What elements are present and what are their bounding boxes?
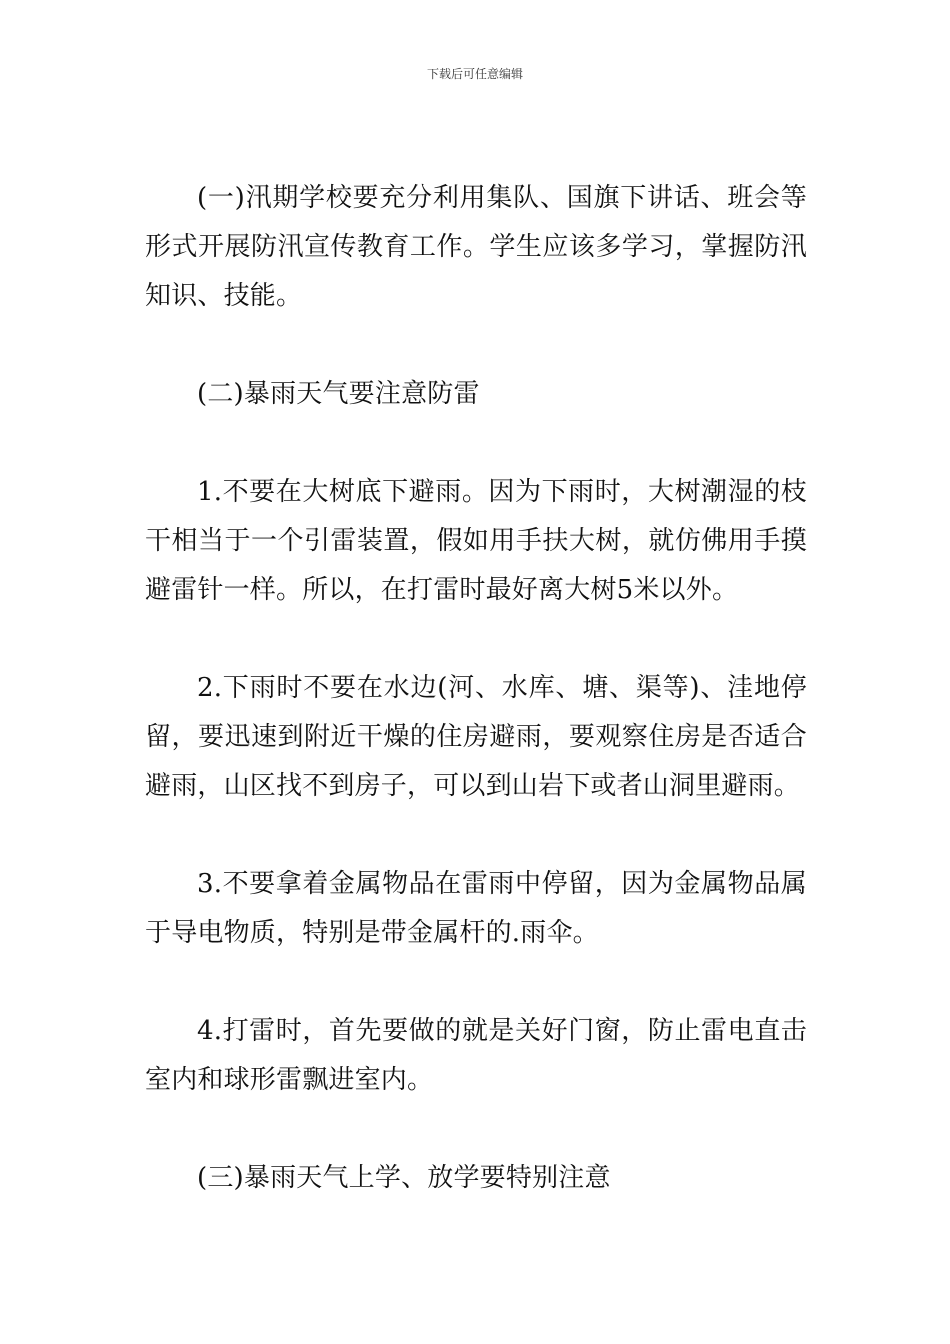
document-body [145,174,807,1203]
paragraph-gap [145,811,807,860]
paragraph-gap [145,321,807,370]
paragraph-flood-education: (一)汛期学校要充分利用集队、国旗下讲话、班会等形式开展防汛宣传教育工作。学生应该多学习，掌握防汛知识、技能。 [145,183,807,311]
paragraph-water-side: 2.下雨时不要在水边(河、水库、塘、渠等)、洼地停留，要迅速到附近干燥的住房避雨，要观察住房是否适合避雨，山区找不到房子，可以到山岩下或者山洞里避雨。 [145,673,807,801]
paragraph-close-windows: 4.打雷时，首先要做的就是关好门窗，防止雷电直击室内和球形雷飘进室内。 [145,1016,807,1095]
paragraph-lightning-heading: (二)暴雨天气要注意防雷 [197,379,480,409]
paragraph-gap [145,615,807,664]
paragraph-gap [145,958,807,1007]
paragraph-gap [145,1105,807,1154]
paragraph-tree-shelter: 1.不要在大树底下避雨。因为下雨时，大树潮湿的枝干相当于一个引雷装置，假如用手扶大树，就仿佛用手摸避雷针一样。所以，在打雷时最好离大树5米以外。 [145,477,807,605]
page-header: 下载后可任意编辑 [426,67,523,81]
paragraph-gap [145,419,807,468]
paragraph-commute-heading: (三)暴雨天气上学、放学要特别注意 [197,1163,611,1193]
paragraph-metal-objects: 3.不要拿着金属物品在雷雨中停留，因为金属物品属于导电物质，特别是带金属杆的.雨伞。 [145,869,807,948]
